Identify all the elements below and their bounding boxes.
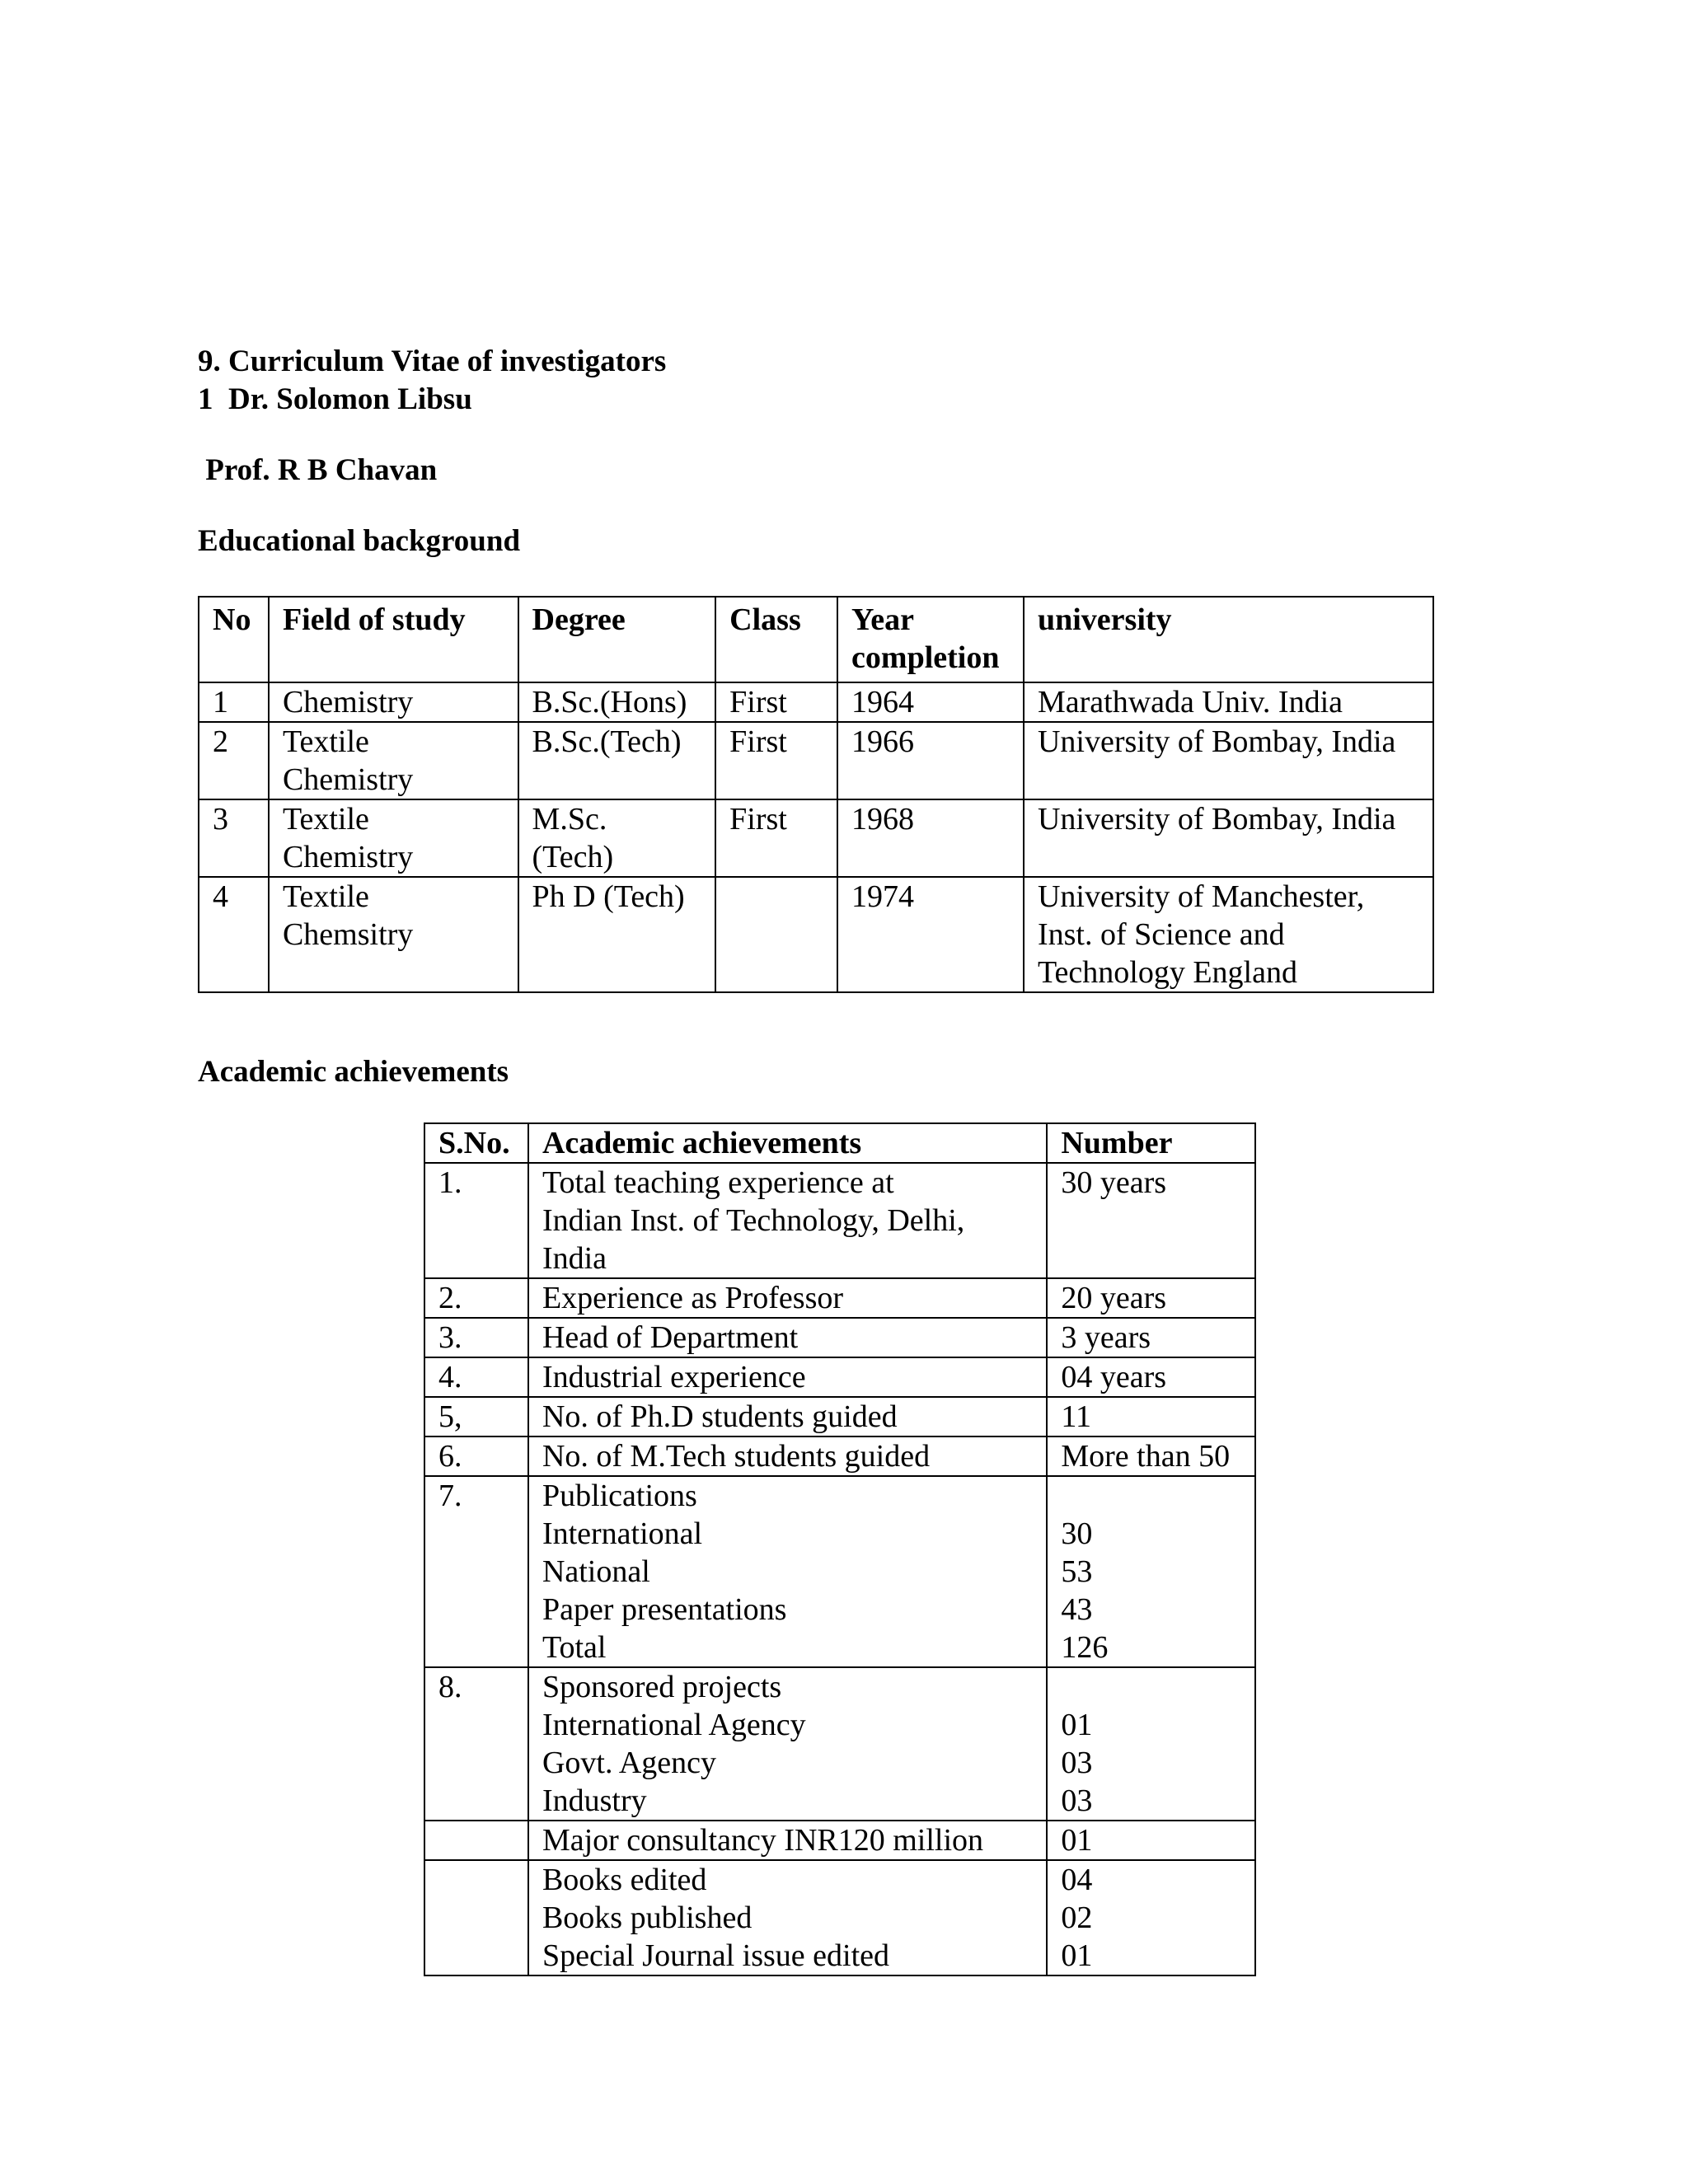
achievement-row [424, 1860, 1255, 1975]
achievement-item-line: Paper presentations [542, 1592, 787, 1627]
achievement-item [528, 1163, 1047, 1278]
year-completion: 1964 [837, 682, 1024, 722]
achievement-row [424, 1397, 1255, 1436]
header-degree: Degree [518, 597, 716, 682]
header-sno: S.No. [424, 1123, 528, 1163]
year-completion: 1968 [837, 799, 1024, 877]
field-of-study-line: Textile [282, 724, 369, 759]
achievement-number-line: 20 years [1061, 1281, 1167, 1315]
achievement-item [528, 1476, 1047, 1667]
degree [518, 877, 716, 992]
achievement-item [528, 1667, 1047, 1821]
achievement-row [424, 1436, 1255, 1476]
serial-no: 7. [424, 1476, 528, 1667]
achievement-row [424, 1357, 1255, 1397]
achievement-number-line: 53 [1061, 1554, 1093, 1589]
achievement-row [424, 1318, 1255, 1357]
field-of-study [269, 799, 518, 877]
achievement-number-line: 11 [1061, 1399, 1091, 1434]
university [1024, 722, 1433, 799]
achievement-item-line: International Agency [542, 1708, 806, 1742]
achievement-number [1047, 1397, 1255, 1436]
achievement-number [1047, 1821, 1255, 1860]
achievement-number-line: 03 [1061, 1746, 1093, 1780]
serial-no [424, 1821, 528, 1860]
field-of-study [269, 682, 518, 722]
achievement-number-line: 3 years [1061, 1320, 1151, 1355]
achievement-number-line: 01 [1061, 1938, 1093, 1973]
year-completion: 1966 [837, 722, 1024, 799]
achievement-number [1047, 1860, 1255, 1975]
degree-line: (Tech) [532, 840, 614, 874]
field-of-study-line: Textile [282, 879, 369, 914]
education-header-row [199, 597, 1433, 682]
achievement-number-line [1061, 1477, 1248, 1515]
achievement-item-line: No. of Ph.D students guided [542, 1399, 898, 1434]
achievement-number [1047, 1357, 1255, 1397]
degree [518, 682, 716, 722]
achievement-item-line: Govt. Agency [542, 1746, 717, 1780]
achievement-row [424, 1163, 1255, 1278]
achievement-item-line: Total teaching experience at [542, 1165, 894, 1200]
achievement-item [528, 1436, 1047, 1476]
achievement-row [424, 1821, 1255, 1860]
achievements-header-row [424, 1123, 1255, 1163]
class: First [715, 799, 837, 877]
achievement-number-line: 01 [1061, 1708, 1093, 1742]
education-row [199, 682, 1433, 722]
achievement-item-line: Major consultancy INR120 million [542, 1823, 984, 1858]
achievement-number-line: 43 [1061, 1592, 1093, 1627]
header-field: Field of study [269, 597, 518, 682]
achievement-item-line: Sponsored projects [542, 1670, 782, 1704]
university-line: Marathwada Univ. India [1037, 685, 1343, 719]
achievement-item [528, 1278, 1047, 1318]
serial-no: 2. [424, 1278, 528, 1318]
field-of-study [269, 877, 518, 992]
header-class: Class [715, 597, 837, 682]
achievement-item-line: Books edited [542, 1863, 707, 1897]
university-line: University of Bombay, India [1037, 724, 1396, 759]
achievement-item-line: Experience as Professor [542, 1281, 844, 1315]
achievement-item [528, 1318, 1047, 1357]
header-achievement: Academic achievements [528, 1123, 1047, 1163]
degree-line: B.Sc.(Tech) [532, 724, 682, 759]
investigator-name-2: Prof. R B Chavan [198, 453, 438, 487]
university-line: Technology England [1037, 955, 1297, 990]
achievement-item-line: Head of Department [542, 1320, 799, 1355]
achievement-item-line: Industrial experience [542, 1360, 806, 1394]
section-title: 9. Curriculum Vitae of investigators [198, 344, 667, 378]
field-of-study-line: Chemistry [282, 762, 414, 797]
year-completion: 1974 [837, 877, 1024, 992]
achievement-number-line: 30 years [1061, 1165, 1167, 1200]
university [1024, 877, 1433, 992]
university-line: Inst. of Science and [1037, 917, 1285, 952]
education-row [199, 722, 1433, 799]
achievement-item-line: Total [542, 1630, 607, 1665]
education-row [199, 877, 1433, 992]
education-table [198, 596, 1434, 993]
achievement-number [1047, 1278, 1255, 1318]
degree [518, 722, 716, 799]
achievement-item-line: Indian Inst. of Technology, Delhi, [542, 1203, 965, 1238]
achievement-number-line: 126 [1061, 1630, 1109, 1665]
achievement-number-line: 04 [1061, 1863, 1093, 1897]
row-no: 4 [199, 877, 269, 992]
serial-no: 5, [424, 1397, 528, 1436]
achievements-heading: Academic achievements [198, 1055, 509, 1089]
header-year [837, 597, 1024, 682]
degree-line: M.Sc. [532, 802, 607, 837]
achievement-item-line: Books published [542, 1900, 753, 1935]
achievement-item-line: Publications [542, 1479, 697, 1513]
university-line: University of Bombay, India [1037, 802, 1396, 837]
achievement-number [1047, 1667, 1255, 1821]
header-number: Number [1047, 1123, 1255, 1163]
university [1024, 799, 1433, 877]
degree-line: B.Sc.(Hons) [532, 685, 687, 719]
achievement-number-line [1061, 1202, 1248, 1240]
achievement-row [424, 1278, 1255, 1318]
achievement-item-line: Industry [542, 1783, 647, 1818]
serial-no: 6. [424, 1436, 528, 1476]
serial-no: 8. [424, 1667, 528, 1821]
field-of-study-line: Chemistry [282, 685, 414, 719]
header-no: No [199, 597, 269, 682]
achievement-number [1047, 1318, 1255, 1357]
field-of-study-line: Chemsitry [282, 917, 414, 952]
row-no: 1 [199, 682, 269, 722]
field-of-study-line: Chemistry [282, 840, 414, 874]
serial-no: 4. [424, 1357, 528, 1397]
class [715, 877, 837, 992]
row-no: 2 [199, 722, 269, 799]
achievement-number-line: 04 years [1061, 1360, 1167, 1394]
achievement-item [528, 1397, 1047, 1436]
achievements-table [424, 1122, 1256, 1976]
degree-line: Ph D (Tech) [532, 879, 685, 914]
achievement-item-line: National [542, 1554, 650, 1589]
achievement-number [1047, 1163, 1255, 1278]
achievement-item [528, 1821, 1047, 1860]
header-year-line-1: Year [851, 602, 915, 637]
degree [518, 799, 716, 877]
education-heading: Educational background [198, 524, 521, 558]
achievement-row [424, 1667, 1255, 1821]
achievement-number-line: More than 50 [1061, 1439, 1231, 1474]
achievement-number-line: 02 [1061, 1900, 1093, 1935]
achievement-number-line: 01 [1061, 1823, 1093, 1858]
class: First [715, 682, 837, 722]
header-university: university [1024, 597, 1433, 682]
achievement-number-line: 30 [1061, 1516, 1093, 1551]
achievement-row [424, 1476, 1255, 1667]
achievement-item [528, 1357, 1047, 1397]
achievement-number-line [1061, 1668, 1248, 1706]
serial-no: 3. [424, 1318, 528, 1357]
achievement-number-line [1061, 1240, 1248, 1277]
field-of-study [269, 722, 518, 799]
class: First [715, 722, 837, 799]
investigator-name-1: 1 Dr. Solomon Libsu [198, 382, 472, 416]
achievement-item-line: Special Journal issue edited [542, 1938, 889, 1973]
header-year-line-2: completion [851, 640, 1000, 675]
education-row [199, 799, 1433, 877]
achievement-number [1047, 1436, 1255, 1476]
university-line: University of Manchester, [1037, 879, 1365, 914]
university [1024, 682, 1433, 722]
serial-no [424, 1860, 528, 1975]
achievement-number [1047, 1476, 1255, 1667]
achievement-item [528, 1860, 1047, 1975]
achievement-item-line: No. of M.Tech students guided [542, 1439, 931, 1474]
achievement-number-line: 03 [1061, 1783, 1093, 1818]
field-of-study-line: Textile [282, 802, 369, 837]
achievement-item-line: International [542, 1516, 703, 1551]
serial-no: 1. [424, 1163, 528, 1278]
achievement-item-line: India [542, 1241, 607, 1276]
row-no: 3 [199, 799, 269, 877]
